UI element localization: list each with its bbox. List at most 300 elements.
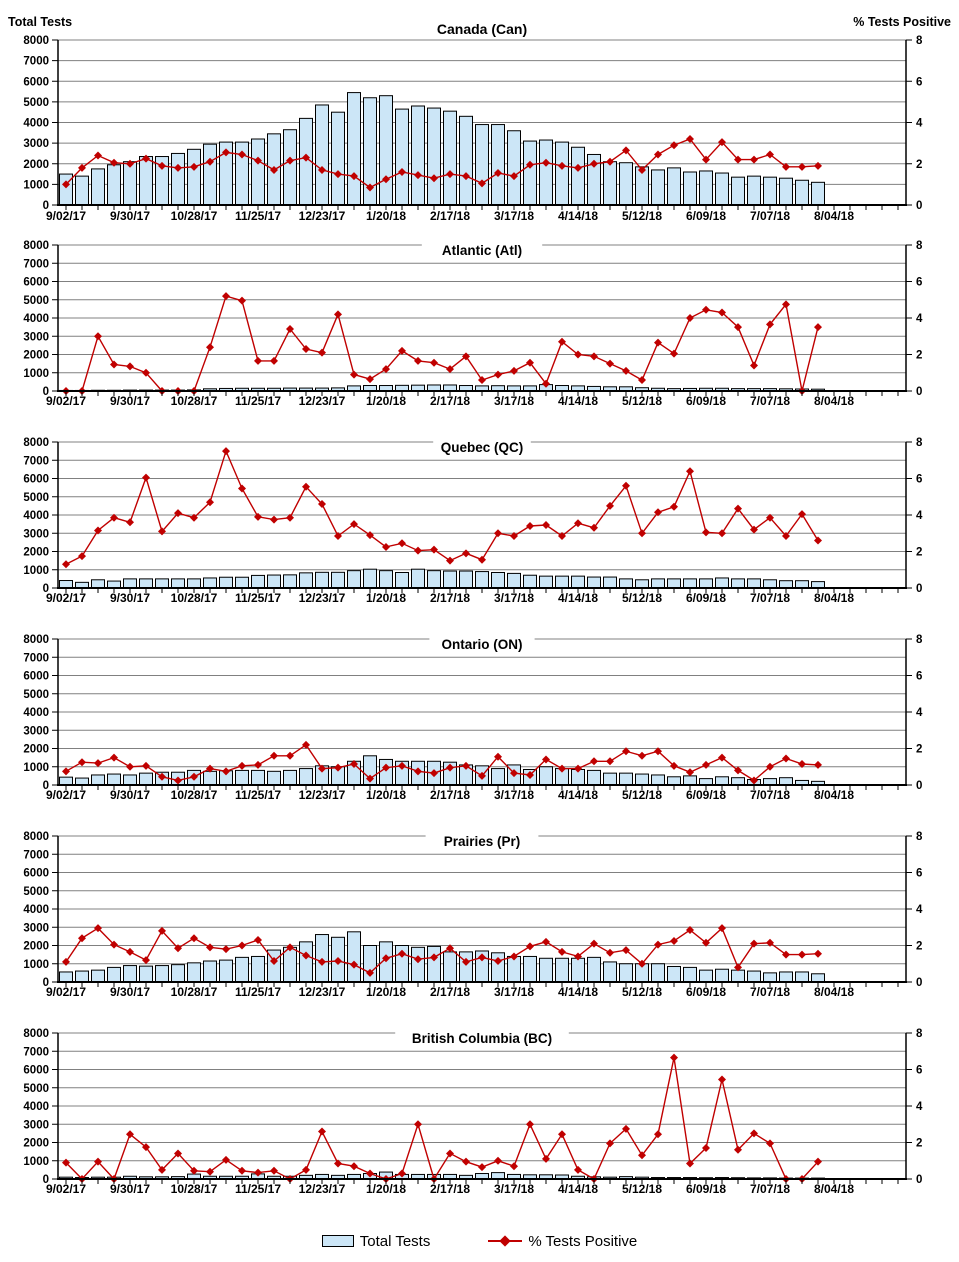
bar — [732, 177, 745, 205]
bar — [284, 947, 297, 982]
svg-text:6/09/18: 6/09/18 — [685, 209, 727, 223]
svg-text:3/17/18: 3/17/18 — [493, 788, 535, 802]
bar — [380, 571, 393, 588]
svg-text:0: 0 — [42, 1174, 49, 1186]
svg-text:2: 2 — [916, 158, 923, 171]
svg-text:7/07/18: 7/07/18 — [749, 788, 791, 802]
svg-text:5000: 5000 — [23, 491, 49, 504]
diamond-marker — [78, 758, 86, 766]
diamond-marker — [126, 763, 134, 771]
bar — [348, 93, 361, 205]
svg-text:10/28/17: 10/28/17 — [170, 209, 218, 223]
bar — [316, 105, 329, 205]
svg-text:4/14/18: 4/14/18 — [557, 394, 599, 408]
svg-text:10/28/17: 10/28/17 — [170, 985, 218, 999]
svg-text:7000: 7000 — [23, 55, 49, 68]
left-axis-labels — [23, 634, 58, 792]
svg-text:1000: 1000 — [23, 367, 49, 380]
bar — [252, 575, 265, 588]
bar — [396, 109, 409, 205]
svg-text:1/20/18: 1/20/18 — [365, 591, 407, 605]
bar — [604, 577, 617, 588]
diamond-marker — [718, 1076, 726, 1084]
bar — [204, 578, 217, 588]
diamond-marker — [238, 297, 246, 305]
bar — [140, 966, 153, 982]
diamond-marker — [526, 942, 534, 950]
diamond-marker — [62, 958, 70, 966]
bar — [492, 125, 505, 205]
svg-text:6000: 6000 — [23, 1064, 49, 1077]
bar — [572, 958, 585, 982]
svg-text:4000: 4000 — [23, 313, 49, 325]
svg-text:2000: 2000 — [23, 349, 49, 362]
diamond-marker — [670, 1054, 678, 1062]
bar-swatch-icon — [322, 1235, 354, 1247]
svg-text:2: 2 — [916, 1137, 923, 1150]
diamond-marker — [542, 1155, 550, 1163]
diamond-marker — [654, 339, 662, 347]
bar — [524, 575, 537, 588]
svg-text:11/25/17: 11/25/17 — [234, 209, 282, 223]
bar — [300, 573, 313, 588]
svg-text:0: 0 — [916, 780, 923, 792]
bar — [556, 142, 569, 205]
svg-text:6000: 6000 — [23, 76, 49, 89]
svg-text:7/07/18: 7/07/18 — [749, 591, 791, 605]
svg-text:11/25/17: 11/25/17 — [234, 1182, 282, 1196]
bar — [508, 573, 521, 588]
bar — [284, 130, 297, 205]
bar — [796, 972, 809, 982]
svg-text:4000: 4000 — [23, 510, 49, 522]
svg-text:8: 8 — [916, 634, 923, 646]
diamond-marker — [494, 529, 502, 537]
bar — [236, 770, 249, 785]
svg-text:8/04/18: 8/04/18 — [813, 985, 855, 999]
diamond-marker — [462, 549, 470, 557]
bar — [812, 182, 825, 205]
diamond-marker — [526, 1120, 534, 1128]
diamond-marker — [62, 767, 70, 775]
chart-title — [426, 834, 539, 849]
bar — [332, 112, 345, 205]
svg-text:7000: 7000 — [23, 849, 49, 862]
svg-text:6/09/18: 6/09/18 — [685, 985, 727, 999]
bar — [716, 777, 729, 785]
svg-text:4/14/18: 4/14/18 — [557, 1182, 599, 1196]
bar — [76, 778, 89, 785]
diamond-marker-icon — [500, 1235, 511, 1246]
bar — [188, 149, 201, 205]
bar — [764, 580, 777, 588]
svg-text:2000: 2000 — [23, 1137, 49, 1150]
svg-text:2000: 2000 — [23, 546, 49, 559]
svg-text:8000: 8000 — [23, 35, 49, 47]
bar — [60, 777, 73, 785]
svg-text:2: 2 — [916, 349, 923, 362]
diamond-marker — [366, 375, 374, 383]
diamond-marker — [798, 951, 806, 959]
diamond-marker — [478, 376, 486, 384]
x-axis-labels — [46, 1179, 898, 1196]
svg-text:8: 8 — [916, 1028, 923, 1040]
bar — [284, 575, 297, 588]
bar — [716, 173, 729, 205]
gridlines — [58, 1033, 906, 1161]
svg-text:4: 4 — [916, 313, 923, 325]
svg-text:5000: 5000 — [23, 1082, 49, 1095]
bar — [140, 773, 153, 785]
bar — [620, 163, 633, 205]
svg-text:7/07/18: 7/07/18 — [749, 985, 791, 999]
bar — [172, 965, 185, 982]
svg-text:5/12/18: 5/12/18 — [621, 591, 663, 605]
diamond-marker — [494, 1157, 502, 1165]
bar — [108, 165, 121, 205]
bar — [444, 571, 457, 588]
bar — [780, 972, 793, 982]
svg-text:2/17/18: 2/17/18 — [429, 985, 471, 999]
chart-prairies-pr — [0, 824, 959, 1021]
svg-text:3/17/18: 3/17/18 — [493, 985, 535, 999]
svg-text:8: 8 — [916, 35, 923, 47]
bar — [140, 157, 153, 205]
diamond-marker — [254, 357, 262, 365]
bar — [748, 176, 761, 205]
diamond-marker — [638, 752, 646, 760]
svg-text:0: 0 — [42, 386, 49, 398]
bar — [60, 581, 73, 588]
svg-text:Quebec (QC): Quebec (QC) — [440, 440, 524, 455]
svg-text:9/02/17: 9/02/17 — [45, 1182, 87, 1196]
bar — [380, 96, 393, 205]
svg-text:3000: 3000 — [23, 1119, 49, 1132]
svg-text:7000: 7000 — [23, 258, 49, 271]
svg-text:9/30/17: 9/30/17 — [109, 209, 151, 223]
bar — [684, 172, 697, 205]
svg-text:Total Tests: Total Tests — [8, 15, 73, 29]
diamond-marker — [766, 1139, 774, 1147]
bar — [124, 579, 137, 588]
diamond-marker — [254, 513, 262, 521]
svg-text:8/04/18: 8/04/18 — [813, 788, 855, 802]
bar — [588, 577, 601, 588]
svg-text:2: 2 — [916, 546, 923, 559]
diamond-marker — [814, 323, 822, 331]
bar — [188, 963, 201, 982]
svg-text:9/02/17: 9/02/17 — [45, 209, 87, 223]
svg-text:6000: 6000 — [23, 276, 49, 289]
bar — [348, 932, 361, 982]
bar — [620, 579, 633, 588]
svg-text:7000: 7000 — [23, 1046, 49, 1059]
bar — [732, 970, 745, 982]
left-axis-labels — [23, 240, 58, 398]
svg-text:10/28/17: 10/28/17 — [170, 591, 218, 605]
svg-text:0: 0 — [42, 977, 49, 989]
bar — [156, 966, 169, 982]
diamond-marker — [142, 762, 150, 770]
chart-title — [422, 243, 542, 258]
diamond-marker — [270, 516, 278, 524]
diamond-marker — [318, 1128, 326, 1136]
diamond-marker — [590, 352, 598, 360]
svg-text:6/09/18: 6/09/18 — [685, 1182, 727, 1196]
x-axis-labels — [46, 982, 898, 999]
bar — [172, 153, 185, 205]
bar — [124, 775, 137, 785]
bar — [188, 579, 201, 588]
bar — [668, 777, 681, 785]
bar — [108, 967, 121, 982]
legend — [0, 1218, 959, 1262]
svg-text:11/25/17: 11/25/17 — [234, 788, 282, 802]
left-axis-labels — [23, 437, 58, 595]
diamond-marker — [478, 556, 486, 564]
diamond-marker — [286, 752, 294, 760]
diamond-marker — [542, 938, 550, 946]
svg-text:2000: 2000 — [23, 743, 49, 756]
bar — [444, 952, 457, 982]
diamond-marker — [238, 485, 246, 493]
diamond-marker — [302, 741, 310, 749]
bar — [764, 973, 777, 982]
bar — [684, 776, 697, 785]
right-axis-labels — [906, 831, 923, 989]
svg-text:2000: 2000 — [23, 158, 49, 171]
diamond-marker — [638, 376, 646, 384]
svg-text:12/23/17: 12/23/17 — [298, 591, 346, 605]
svg-text:6000: 6000 — [23, 670, 49, 683]
svg-text:9/02/17: 9/02/17 — [45, 788, 87, 802]
svg-text:5000: 5000 — [23, 294, 49, 307]
diamond-marker — [414, 1120, 422, 1128]
svg-text:2: 2 — [916, 940, 923, 953]
chart-atlantic-atl — [0, 233, 959, 430]
bar — [540, 576, 553, 588]
diamond-marker — [686, 314, 694, 322]
bar — [316, 572, 329, 588]
diamond-marker — [430, 546, 438, 554]
bar — [428, 108, 441, 205]
diamond-marker — [670, 350, 678, 358]
bar — [492, 769, 505, 785]
diamond-marker — [238, 1167, 246, 1175]
bar — [300, 769, 313, 785]
bar — [780, 178, 793, 205]
diamond-marker — [814, 761, 822, 769]
bar — [460, 116, 473, 205]
svg-text:10/28/17: 10/28/17 — [170, 788, 218, 802]
diamond-marker — [542, 521, 550, 529]
svg-text:4000: 4000 — [23, 117, 49, 130]
x-axis-labels — [46, 785, 898, 802]
left-axis-labels — [23, 831, 58, 989]
diamond-marker — [190, 934, 198, 942]
diamond-marker — [814, 950, 822, 958]
svg-text:7000: 7000 — [23, 652, 49, 665]
bar — [716, 578, 729, 588]
bar — [636, 580, 649, 588]
bar — [124, 966, 137, 982]
bar — [492, 572, 505, 588]
diamond-marker — [814, 537, 822, 545]
bar — [652, 964, 665, 982]
svg-text:1/20/18: 1/20/18 — [365, 1182, 407, 1196]
diamond-marker — [110, 754, 118, 762]
bar — [588, 957, 601, 982]
svg-text:6: 6 — [916, 867, 923, 880]
diamond-marker — [750, 361, 758, 369]
diamond-marker — [750, 940, 758, 948]
svg-text:British Columbia (BC): British Columbia (BC) — [411, 1031, 553, 1046]
bar — [60, 972, 73, 982]
svg-text:2/17/18: 2/17/18 — [429, 394, 471, 408]
bars-total-tests — [60, 1172, 825, 1179]
bar — [236, 957, 249, 982]
diamond-marker — [686, 467, 694, 475]
svg-text:1000: 1000 — [23, 179, 49, 192]
svg-text:12/23/17: 12/23/17 — [298, 985, 346, 999]
svg-text:1000: 1000 — [23, 761, 49, 774]
svg-text:5000: 5000 — [23, 96, 49, 109]
svg-text:8/04/18: 8/04/18 — [813, 1182, 855, 1196]
legend-line-label: % Tests Positive — [528, 1232, 638, 1250]
svg-text:0: 0 — [916, 977, 923, 989]
legend-item-pct-positive — [488, 1233, 637, 1250]
svg-text:4: 4 — [916, 904, 923, 916]
diamond-marker — [270, 357, 278, 365]
bar — [108, 774, 121, 785]
bar — [428, 946, 441, 982]
svg-text:5000: 5000 — [23, 885, 49, 898]
svg-text:9/30/17: 9/30/17 — [109, 985, 151, 999]
bar — [652, 170, 665, 205]
bar — [76, 971, 89, 982]
diamond-marker — [126, 518, 134, 526]
diamond-marker — [606, 949, 614, 957]
bar — [716, 969, 729, 982]
bar — [732, 579, 745, 588]
chart-ontario-on — [0, 627, 959, 824]
svg-text:3/17/18: 3/17/18 — [493, 1182, 535, 1196]
chart-title — [429, 637, 534, 652]
line-tests-positive — [62, 292, 822, 395]
svg-text:6000: 6000 — [23, 867, 49, 880]
svg-text:7000: 7000 — [23, 455, 49, 468]
svg-text:4000: 4000 — [23, 1101, 49, 1113]
chart-title — [433, 440, 531, 455]
svg-text:Canada (Can): Canada (Can) — [436, 21, 528, 37]
diamond-marker — [606, 757, 614, 765]
chart-canada-can — [0, 0, 959, 233]
bar — [364, 569, 377, 588]
bar — [572, 147, 585, 205]
svg-text:3/17/18: 3/17/18 — [493, 209, 535, 223]
svg-text:5/12/18: 5/12/18 — [621, 394, 663, 408]
diamond-marker — [78, 552, 86, 560]
diamond-marker — [494, 371, 502, 379]
line-tests-positive — [62, 447, 822, 568]
bar — [300, 942, 313, 982]
svg-text:12/23/17: 12/23/17 — [298, 209, 346, 223]
diamond-marker — [302, 1166, 310, 1174]
diamond-marker — [238, 762, 246, 770]
svg-text:6: 6 — [916, 76, 923, 89]
svg-text:6/09/18: 6/09/18 — [685, 788, 727, 802]
gridlines — [58, 639, 906, 767]
svg-text:3/17/18: 3/17/18 — [493, 591, 535, 605]
svg-text:6: 6 — [916, 276, 923, 289]
bar — [460, 952, 473, 982]
svg-text:2/17/18: 2/17/18 — [429, 209, 471, 223]
bar — [380, 759, 393, 785]
bar — [812, 974, 825, 982]
bars-total-tests — [60, 93, 825, 205]
svg-text:8000: 8000 — [23, 831, 49, 843]
diamond-marker — [718, 529, 726, 537]
svg-text:11/25/17: 11/25/17 — [234, 394, 282, 408]
bars-total-tests — [60, 569, 825, 588]
chart-british-columbia-bc — [0, 1021, 959, 1218]
diamond-marker — [126, 948, 134, 956]
svg-text:6000: 6000 — [23, 473, 49, 486]
diamond-marker — [446, 557, 454, 565]
svg-text:7/07/18: 7/07/18 — [749, 394, 791, 408]
svg-text:11/25/17: 11/25/17 — [234, 591, 282, 605]
diamond-marker — [814, 162, 822, 170]
diamond-marker — [574, 1166, 582, 1174]
svg-text:3000: 3000 — [23, 331, 49, 344]
diamond-marker — [238, 942, 246, 950]
bar — [332, 572, 345, 588]
svg-text:4/14/18: 4/14/18 — [557, 591, 599, 605]
svg-text:5/12/18: 5/12/18 — [621, 209, 663, 223]
diamond-marker — [750, 156, 758, 164]
svg-text:6/09/18: 6/09/18 — [685, 394, 727, 408]
bar — [396, 572, 409, 588]
line-tests-positive — [62, 1054, 822, 1183]
svg-text:1000: 1000 — [23, 564, 49, 577]
bar — [540, 767, 553, 785]
svg-text:9/02/17: 9/02/17 — [45, 591, 87, 605]
bar — [780, 778, 793, 785]
diamond-marker — [414, 547, 422, 555]
bar — [748, 971, 761, 982]
svg-text:12/23/17: 12/23/17 — [298, 1182, 346, 1196]
svg-text:4/14/18: 4/14/18 — [557, 788, 599, 802]
bar — [620, 773, 633, 785]
bar — [76, 176, 89, 205]
diamond-marker — [206, 943, 214, 951]
diamond-marker — [446, 1149, 454, 1157]
svg-text:8/04/18: 8/04/18 — [813, 591, 855, 605]
svg-text:6: 6 — [916, 473, 923, 486]
svg-text:2000: 2000 — [23, 940, 49, 953]
bar — [796, 180, 809, 205]
diamond-marker — [590, 757, 598, 765]
bar — [268, 575, 281, 588]
bar — [92, 169, 105, 205]
bar — [604, 162, 617, 205]
svg-text:0: 0 — [916, 200, 923, 212]
bar — [156, 579, 169, 588]
bar — [556, 576, 569, 588]
bar — [412, 569, 425, 588]
svg-text:6: 6 — [916, 670, 923, 683]
gridlines — [58, 245, 906, 373]
